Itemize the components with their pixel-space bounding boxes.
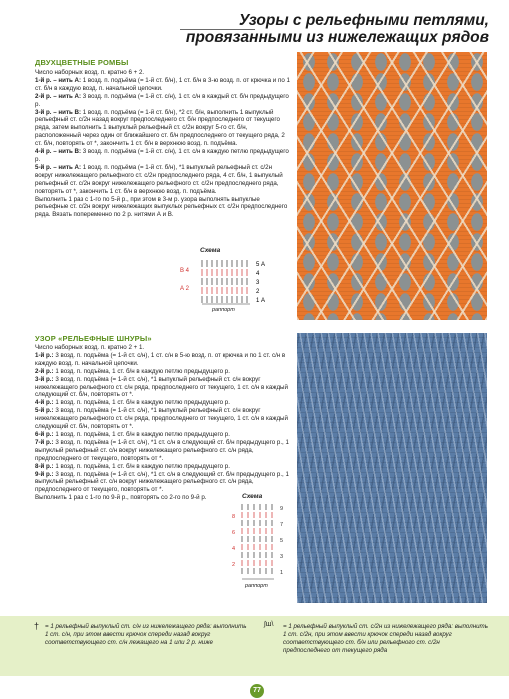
row-label: 6-й р.: bbox=[35, 430, 56, 438]
schema2-diagram bbox=[232, 502, 292, 582]
schema1-row-label: 4 bbox=[256, 271, 260, 277]
row-text: Выполнить 1 раз с 1-го по 9-й р., повторять со 2-го по 9-й р. bbox=[35, 494, 207, 502]
schema2-row-label: 9 bbox=[280, 506, 284, 512]
legend-left-text: = 1 рельефный выпуклый ст. с/н из нижележащего ряда: выполнить 1 ст. с/н, при этом ввести крючок спереди назад вокруг соответствующего ст. с/н лежащего на 1 или 2 р. ниже bbox=[45, 623, 247, 646]
page-title: Узоры с рельефными петлями, провязанными из нижележащих рядов bbox=[185, 12, 489, 46]
relief-stitch-dc-icon: † bbox=[34, 621, 40, 631]
row-text: 1 возд. п. подъёма, 1 ст. б/н в каждую петлю предыдущего р. bbox=[55, 367, 230, 375]
schema2-row-label: 4 bbox=[232, 546, 236, 552]
row-text: 3 возд. п. подъёма (= 1-й ст. с/н), 1 ст. с/н в 5-ю возд. п. от крючка и по 1 ст. с/н в каждую возд. п. начальной цепочки. bbox=[35, 351, 286, 367]
row-label: 4-й р. – нить В: bbox=[35, 148, 83, 156]
row-text: 3 возд. п. подъёма (= 1-й ст. с/н), *1 ст. с/н в следующий ст. б/н предыдущего р., 1 выпуклый рельефный ст. с/н вокруг нижележащего рельефного ст. с/н ряда, предпоследнего от текущего, повторять от *. bbox=[35, 438, 289, 462]
section2-paragraph bbox=[35, 431, 290, 439]
row-text: 1 возд. п. подъёма, 1 ст. б/н в каждую петлю предыдущего р. bbox=[55, 462, 230, 470]
section2-text bbox=[35, 344, 290, 502]
row-text: 3 возд. п. подъёма (= 1-й ст. с/н), *1 выпуклый рельефный ст. с/н вокруг нижележащего рельефного ст. с/н ряда, предпоследнего от текущего, 1 ст. с/н в каждый следующий ст. б/н, повторять от *. bbox=[35, 407, 288, 431]
schema2-row-label: 2 bbox=[232, 562, 236, 568]
schema1-row-label: 1 А bbox=[256, 298, 266, 304]
schema1-row-label: 3 bbox=[256, 280, 260, 286]
section2-paragraph bbox=[35, 399, 290, 407]
page-number: 77 bbox=[250, 684, 264, 698]
row-text: 1 возд. п. подъёма (= 1-й ст. б/н), 1 ст. б/н в 3-ю возд. п. от крючка и по 1 ст. б/н в каждую возд. п. начальной цепочки. bbox=[35, 76, 290, 92]
row-text: Число наборных возд. п. кратно 2 + 1. bbox=[35, 344, 145, 351]
row-label: 2-й р.: bbox=[35, 367, 56, 375]
orange-diamonds-photo bbox=[297, 52, 487, 320]
section1-text bbox=[35, 69, 290, 219]
row-text: 1 возд. п. подъёма, 1 ст. б/н в каждую петлю предыдущего р. bbox=[55, 399, 230, 407]
schema2-rapport-label: раппорт bbox=[245, 583, 268, 589]
schema1-row-label: 5 А bbox=[256, 262, 266, 268]
row-text: 3 возд. п. подъёма (= 1-й ст. с/н), 1 ст. с/н в каждую петлю предыдущего р. bbox=[35, 148, 289, 163]
section2-paragraph bbox=[35, 463, 290, 471]
section1-paragraph bbox=[35, 164, 290, 196]
row-text: 3 возд. п. подъёма (= 1-й ст. с/н), *1 выпуклый рельефный ст. с/н вокруг нижележащего рельефного ст. с/н ряда, предпоследнего от текущего, 1 ст. с/н в каждый следующий ст. б/н, повторять от *. bbox=[35, 375, 288, 399]
schema2-row-label: 3 bbox=[280, 554, 284, 560]
section1-paragraph bbox=[35, 148, 290, 164]
schema1-rapport-label: раппорт bbox=[212, 307, 235, 313]
row-label: 1-й р.: bbox=[35, 351, 56, 359]
schema2-row-label: 5 bbox=[280, 538, 284, 544]
row-label: 8-й р.: bbox=[35, 462, 56, 470]
row-label: 5-й р.: bbox=[35, 407, 56, 415]
section2-paragraph bbox=[35, 344, 290, 352]
blue-cords-photo bbox=[297, 333, 487, 603]
section2-paragraph bbox=[35, 471, 290, 495]
legend-right-text: = 1 рельефный выпуклый ст. с/2н из нижележащего ряда: выполнить 1 ст. с/2н, при этом ввести крючок спереди назад вокруг соответствующего ст. б/н или рельефного ст. с/2н предпоследнего от текущего ряда bbox=[283, 623, 488, 654]
schema2-title: Схема bbox=[242, 493, 263, 500]
section1-paragraph bbox=[35, 69, 290, 77]
row-label: 3-й р. – нить В: bbox=[35, 108, 83, 116]
row-label: 3-й р.: bbox=[35, 375, 56, 383]
section-title-relief-cords: УЗОР «РЕЛЬЕФНЫЕ ШНУРЫ» bbox=[35, 334, 152, 343]
schema2-row-label: 7 bbox=[280, 522, 284, 528]
schema1-row-label: 2 bbox=[256, 289, 260, 295]
schema2-row-label: 6 bbox=[232, 530, 236, 536]
section1-paragraph bbox=[35, 77, 290, 93]
row-text: 3 возд. п. подъёма (= 1-й ст. с/н), *1 ст. с/н в следующий ст. б/н предыдущего р., 1 выпуклый рельефный ст. с/н вокруг нижележащего рельефного ст. с/н ряда, предпоследнего от текущего, повторять от *. bbox=[35, 470, 289, 494]
section-title-two-color-diamonds: ДВУХЦВЕТНЫЕ РОМБЫ bbox=[35, 58, 129, 67]
section1-paragraph bbox=[35, 196, 290, 220]
schema1-left-label: В 4 bbox=[180, 268, 190, 274]
schema1-title: Схема bbox=[200, 247, 221, 254]
row-label: 7-й р.: bbox=[35, 438, 56, 446]
section2-paragraph bbox=[35, 407, 290, 431]
section1-paragraph bbox=[35, 109, 290, 149]
row-label: 5-й р. – нить А: bbox=[35, 163, 83, 171]
row-label: 4-й р.: bbox=[35, 399, 56, 407]
row-label: 2-й р. – нить А: bbox=[35, 92, 83, 100]
section2-paragraph bbox=[35, 352, 290, 368]
row-text: 3 возд. п. подъёма (= 1-й ст. с/н), 1 ст. с/н в каждый ст. б/н предыдущего р. bbox=[35, 92, 289, 108]
section1-paragraph bbox=[35, 93, 290, 109]
schema1-left-label: А 2 bbox=[180, 286, 190, 292]
row-text: Число наборных возд. п. кратно 6 + 2. bbox=[35, 69, 145, 76]
schema2-row-label: 1 bbox=[280, 570, 284, 576]
row-text: 1 возд. п. подъёма, 1 ст. б/н в каждую петлю предыдущего р. bbox=[55, 430, 230, 438]
row-text: Выполнить 1 раз с 1-го по 5-й р., при этом в 3-м р. узора выполнять выпуклые рельефные ст. с/2н вокруг нижележащих выпуклых рельефных ст. с/2н предпоследнего ряда. Вязать попеременно по 2 р. нитями А и В. bbox=[35, 195, 288, 219]
schema1-diagram bbox=[180, 256, 275, 306]
row-label: 9-й р.: bbox=[35, 470, 56, 478]
schema2-row-label: 8 bbox=[232, 514, 236, 520]
row-label: 1-й р. – нить А: bbox=[35, 76, 83, 84]
relief-stitch-tr-icon: ∫ш\ bbox=[264, 621, 274, 628]
section2-paragraph bbox=[35, 376, 290, 400]
section2-paragraph bbox=[35, 368, 290, 376]
row-text: 1 возд. п. подъёма (= 1-й ст. б/н), *1 выпуклый рельефный ст. с/2н вокруг нижележащего рельефного ст. с/2н предпоследнего ряда, 4 ст. б/н, 1 выпуклый рельефный ст. с/2н вокруг нижележащего рельефного ст. с/2н предпоследнего ряда, повторять от *, закончить 1 ст. б/н в верхнюю возд. п. подъёма. bbox=[35, 163, 283, 195]
section2-paragraph bbox=[35, 439, 290, 463]
row-text: 1 возд. п. подъёма (= 1-й ст. б/н), *2 ст. б/н, выполнить 1 выпуклый рельефный ст. с/2н назад вокруг предпоследнего ст. б/н предпоследнего от текущего ряда, затем выполнить 1 выпуклый рельефный ст. с/2н вокруг 5-го ст. б/н, расположенный через один от ближайшего ст. б/н предпоследнего от текущего ряда, 2 ст. б/н, повторять от *, закончить 1 ст. б/н в верхнюю возд. п. подъёма. bbox=[35, 108, 285, 148]
